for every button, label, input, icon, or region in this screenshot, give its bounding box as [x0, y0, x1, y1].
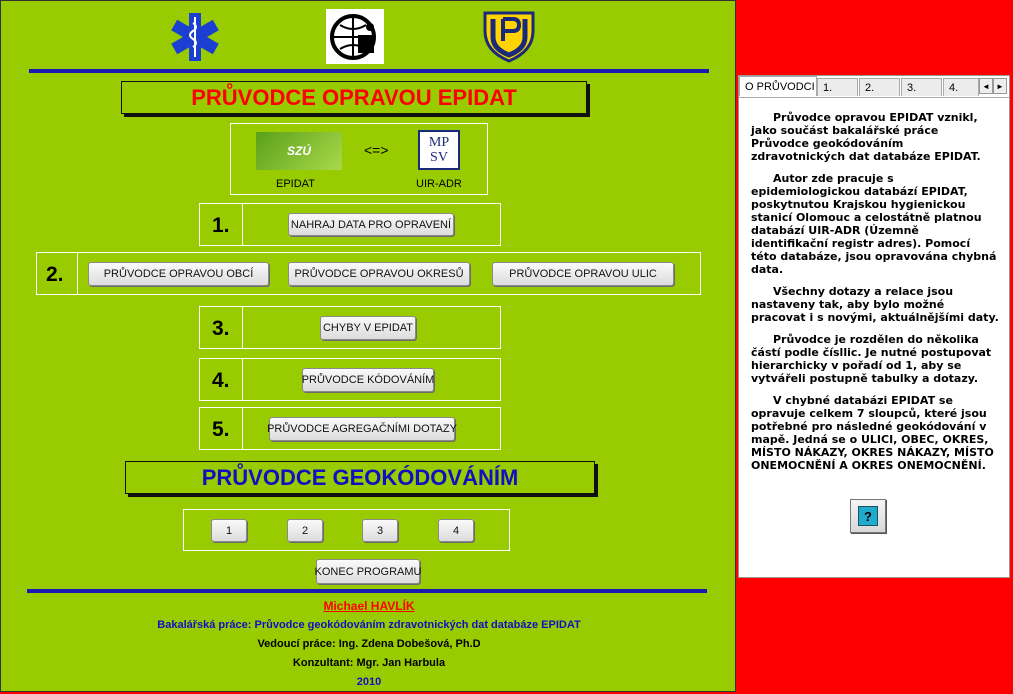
tab-scroll-left-button[interactable]: ◄	[979, 78, 993, 94]
street-guide-button[interactable]: PRŮVODCE OPRAVOU ULIC	[492, 262, 674, 286]
geocoding-title-text: PRŮVODCE GEOKÓDOVÁNÍM	[201, 464, 519, 490]
aggregation-guide-button[interactable]: PRŮVODCE AGREGAČNÍMI DOTAZY	[269, 417, 455, 441]
step-3-divider	[242, 306, 243, 349]
mpsv-logo-bottom: SV	[430, 150, 448, 165]
footer-supervisor: Vedoucí práce: Ing. Zdena Dobešová, Ph.D	[257, 638, 481, 650]
about-paragraph-3: Všechny dotazy a relace jsou nastaveny tak, aby bylo možné pracovat i s novými, aktuálnějšími daty.	[751, 285, 999, 324]
epidat-caption: EPIDAT	[276, 178, 315, 190]
top-rule	[29, 69, 709, 73]
tab-about[interactable]: O PRŮVODCI	[739, 76, 817, 96]
tab-1[interactable]: 1.	[817, 78, 858, 96]
step-3-number: 3.	[212, 317, 230, 340]
step-5-box	[199, 407, 501, 450]
bottom-rule	[27, 589, 707, 593]
datasource-box	[230, 123, 488, 195]
star-of-life-icon	[166, 11, 224, 63]
tab-2[interactable]: 2.	[859, 78, 900, 96]
step-4-number: 4.	[212, 369, 230, 392]
globe-figure-logo	[326, 9, 384, 64]
tab-4[interactable]: 4.	[943, 78, 979, 96]
municipality-guide-button[interactable]: PRŮVODCE OPRAVOU OBCÍ	[88, 262, 269, 286]
about-paragraph-2: Autor zde pracuje s epidemiologickou databází EPIDAT, poskytnutou Krajskou hygienickou stanicí Olomouc a celostátně platnou databází UIR-ADR (Územně identifikační registr adres). Pomocí této databáze, jsou opravována chybná data.	[751, 172, 997, 276]
about-text	[751, 111, 999, 481]
mpsv-logo	[418, 130, 460, 170]
district-guide-button[interactable]: PRŮVODCE OPRAVOU OKRESŮ	[288, 262, 470, 286]
step-5-number: 5.	[212, 418, 230, 441]
step-1-number: 1.	[212, 214, 230, 237]
step-2-divider	[77, 252, 78, 295]
geocoding-button-3[interactable]: 3	[362, 519, 398, 542]
uir-adr-caption: UIR-ADR	[416, 178, 462, 190]
mpsv-logo-top: MP	[428, 135, 450, 150]
step-1-box	[199, 203, 501, 246]
geocoding-button-2[interactable]: 2	[287, 519, 323, 542]
epidat-logo-text: SZÚ	[287, 144, 311, 158]
footer-author-text: Michael HAVLÍK	[323, 599, 415, 613]
footer-consultant: Konzultant: Mgr. Jan Harbula	[292, 657, 446, 669]
university-shield-logo	[481, 9, 537, 63]
page-title-text: PRŮVODCE OPRAVOU EPIDAT	[191, 84, 517, 110]
epidat-logo	[256, 132, 342, 170]
coding-guide-button[interactable]: PRŮVODCE KÓDOVÁNÍM	[302, 368, 434, 392]
tab-3[interactable]: 3.	[901, 78, 942, 96]
exit-program-button[interactable]: KONEC PROGRAMU	[316, 559, 420, 584]
footer-author	[1, 599, 737, 613]
step-5-divider	[242, 407, 243, 450]
epidat-errors-button[interactable]: CHYBY V EPIDAT	[320, 316, 416, 340]
geocoding-title	[125, 461, 595, 494]
geocoding-button-1[interactable]: 1	[211, 519, 247, 542]
step-4-divider	[242, 358, 243, 401]
info-panel	[738, 75, 1010, 578]
help-question-icon: ?	[858, 506, 878, 526]
step-4-box	[199, 358, 501, 401]
page-title	[121, 81, 587, 114]
step-2-number: 2.	[46, 263, 64, 286]
geocoding-button-4[interactable]: 4	[438, 519, 474, 542]
help-button[interactable]	[850, 499, 886, 533]
tab-scroll-right-button[interactable]: ►	[993, 78, 1007, 94]
tab-strip	[739, 76, 1009, 98]
step-3-box	[199, 306, 501, 349]
step-1-divider	[242, 203, 243, 246]
datasource-arrow: <=>	[364, 142, 389, 158]
footer-year: 2010	[356, 676, 382, 688]
about-paragraph-5: V chybné databázi EPIDAT se opravuje celkem 7 sloupců, které jsou potřebné pro následné geokódování v mapě. Jedná se o ULICI, OBEC, OKRES, MÍSTO NÁKAZY, OKRES NÁKAZY, MÍSTO ONEMOCNĚNÍ A OKRES ONEMOCNĚNÍ.	[751, 394, 994, 472]
about-paragraph-1: Průvodce opravou EPIDAT vznikl, jako součást bakalářské práce Průvodce geokódováním zdravotnických dat databáze EPIDAT.	[751, 111, 981, 163]
geocoding-buttons-box	[183, 509, 510, 551]
step-2-box	[36, 252, 701, 295]
about-paragraph-4: Průvodce je rozdělen do několika částí podle čísllic. Je nutné postupovat hierarchicky v pořadí od 1, aby se vytvářeli postupně tabulky a dotazy.	[751, 333, 992, 385]
footer-thesis: Bakalářská práce: Průvodce geokódováním zdravotnických dat databáze EPIDAT	[157, 619, 581, 631]
load-data-button[interactable]: NAHRAJ DATA PRO OPRAVENÍ	[288, 213, 454, 236]
